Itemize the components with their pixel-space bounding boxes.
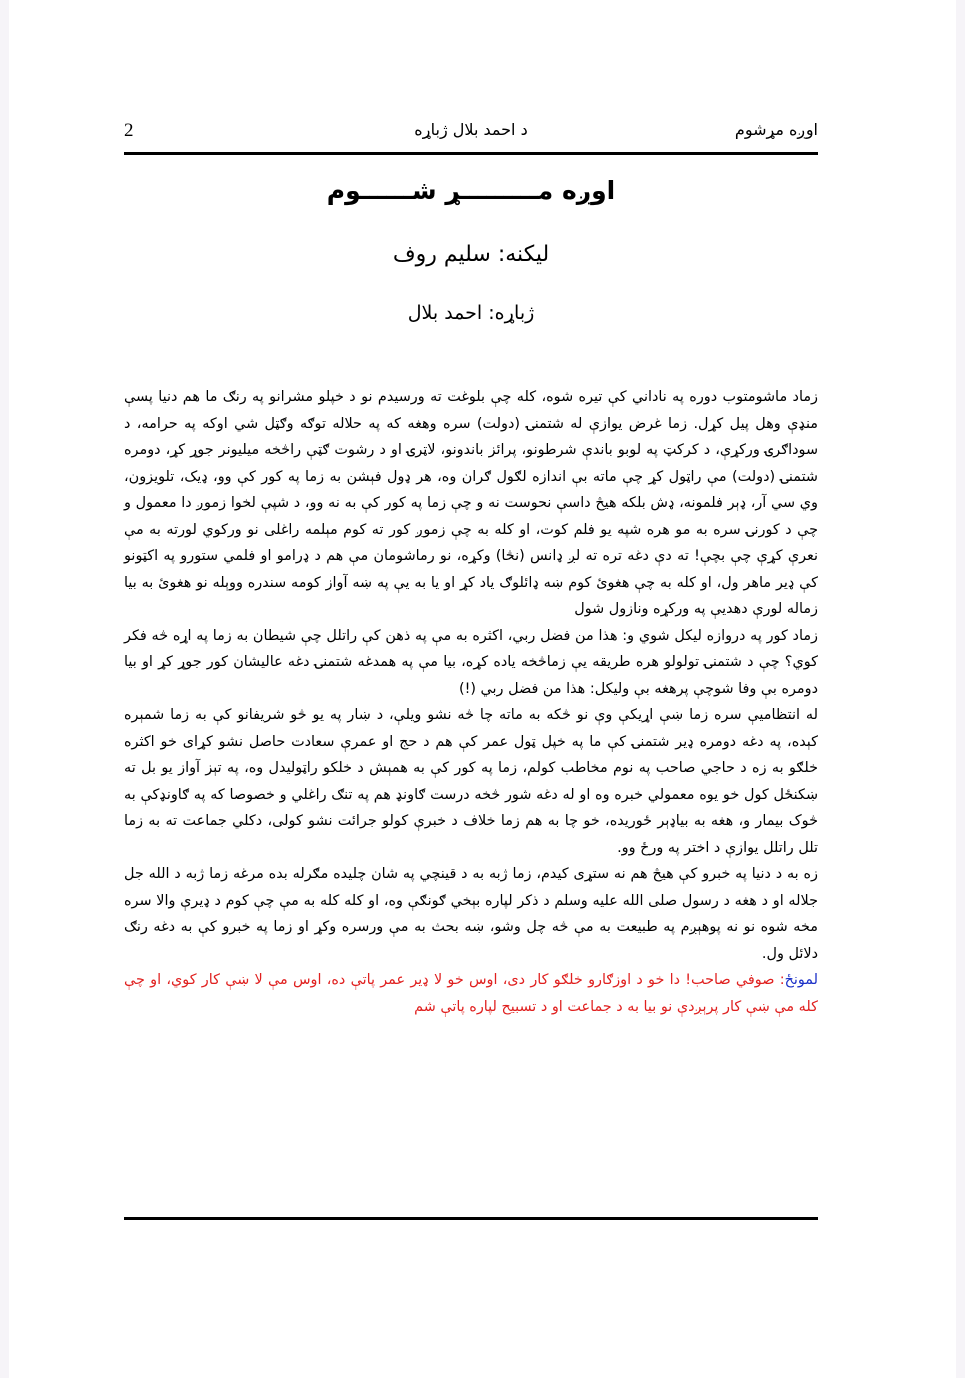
- paragraph: زماد ماشومتوب دوره په ناداني کې تيره شوه، کله چې بلوغت ته ورسيدم نو د خپلو مشرانو په رنګ ما هم دنيا پسې منډې وهل پيل کړل. زما غرض يوازې له شتمنۍ (دولت) سره وهغه که په حلاله توګه وګټل شي اوکه په حرامه، د سوداګرۍ ورکړې، د کرکټ په لوبو باندې شرطونو، پرائز باندونو، لاټرۍ او د رشوت ګټې راڅخه ميليونر جوړ کړ، دومره شتمنۍ (دولت) مې راټول کړ چې ماته بې اندازه لګول ګران وه، هر ډول فېشن به زما په کور کې وو، ډيک، تلويزون، وي سي آر، ډېر فلمونه، ډش بلکه هيڅ داسې نحوست نه و چې زما په کور کې به نه وو، د شپې لخوا زموږ دا معمول و چې د کورنۍ سره به مو هره شپه يو فلم کوت، او کله به چې زموږ کور ته کوم مېلمه راغلی نو ورکوي لورته به مې نعرې کړې چې بچې! ته دې دغه تره ته لږ ډانس (نڅا) وکړه، نو رماشومان مې هم د ډرامو او فلمي ستورو په اکټونو کې ډير ماهر ول، او کله به چې هغوئ کوم ښه ډائلوګ ياد کړ او يا به يې په ښه آواز کومه سندره ووېله نو هغوئ به بيا زماله لورې دهديې په ورکړه ونازول شول: [124, 389, 818, 617]
- header-translator: د احمد بلال ژباړه: [414, 120, 528, 139]
- paragraph: زه به د دنيا په خبرو کې هيڅ هم نه ستړی کيدم، زما ژبه به د قينچي په شان چليده مګرله بده مرغه زما ژبه د الله جل جلاله او د هغه د رسول صلی الله عليه وسلم د ذکر لپاره بېخي ګونګې وه، او کله کله به مې چې کوم د ډيرې والا سره مخه شوه نو نه پوهېږم په طبيعت به مې څه چل وشو، ښه بحث به مې ورسره وکړ او زما په خبرو کې به دغه رنګ دلائل ول.: [124, 866, 818, 962]
- translator-line: ژباړه: احمد بلال: [407, 302, 535, 324]
- document-title: اوږه مـــــــــړ شــــــوم: [326, 176, 616, 205]
- author-line: ليکنه: سليم روف: [392, 242, 550, 267]
- body-text: [124, 384, 818, 1020]
- header-book-title: اوږه مړشوم: [734, 120, 818, 139]
- note-label: لمونځ: [784, 972, 818, 988]
- paragraph: زماد کور په دروازه ليکل شوي و: هذا من فضل ربي، اکثره به مې په ذهن کې راتلل چې شيطان به زما په اړه څه فکر کوي؟ چې د شتمنۍ تولولو هره طريقه يې زماڅخه ياده کړه، بيا مې په همدغه شتمنۍ دغه عاليشان کور جوړ کړ او بيا دومره بې وفا شوچې پرهغه بې وليکل: هذا من فضل ربي (!): [124, 627, 818, 697]
- note-paragraph: [124, 967, 818, 1020]
- note-text: : صوفي صاحب! دا خو د اوزګارو خلګو کار دی، اوس خو لا ډير عمر پاتې ده، اوس مې لا ښې کار کوي، او چې کله مې ښې کار پرېږدې نو بيا به د جماعت او د تسبيح لپاره پاتې شم: [124, 972, 818, 1015]
- paragraph: له انتظاميې سره زما ښې اړيکې وې نو څکه به ماته چا څه نشو ويلې، د ښار په يو څو شريفانو کې به زما شمېره کېده، په دغه دومره ډير شتمنۍ کې ما په خپل ټول عمر کې هم د حج او عمرې سعادت حاصل نشو کړای خو اکثره خلګو به زه د حاجي صاحب په نوم مخاطب کولم، زما په کور کې به همېش د خلکو راټوليدل وه، په تېز آواز يو بل ته ښکنځل کول خو يوه معمولي خبره وه او له دغه شور څخه درست ګاونډ هم په تنګ راغلي و خصوصا که په ګاونډکې به څوک بيمار و، هغه به بياډېر ځوريده، خو چا به هم زما خلاف د خبرې کولو جرائت نشو کولی، دکلي جماعت ته به زما تلل راتلل يوازې د اختر په ورځ وو.: [124, 707, 818, 856]
- page-number: 2: [124, 120, 134, 141]
- header-divider: [124, 152, 818, 155]
- page-header: [124, 116, 818, 152]
- footer-divider: [124, 1217, 818, 1220]
